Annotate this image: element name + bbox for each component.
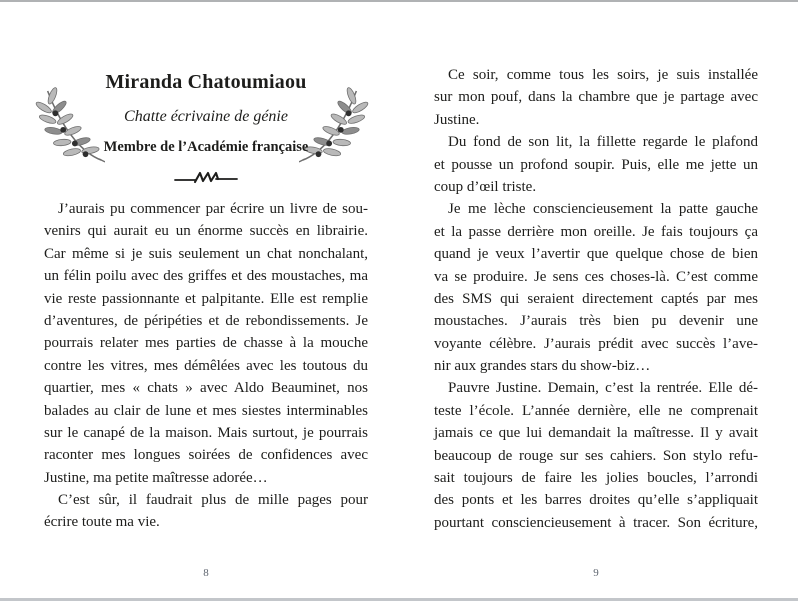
text-line: venirs qui aurait eu un énorme succès en librairie. bbox=[44, 223, 368, 240]
text-line: un félin poilu avec des griffes et des moustaches, ma bbox=[44, 268, 368, 285]
right-page bbox=[434, 0, 758, 601]
text-line: raconter mes longues soirées de confidences avec bbox=[44, 447, 368, 464]
text-line: vie reste passionnante et palpitante. Elle est remplie bbox=[44, 290, 368, 307]
text-line: contre les vitres, mes démêlées avec les toutous du bbox=[44, 357, 368, 374]
text-line: Pauvre Justine. Demain, c’est la rentrée. Elle dé- bbox=[448, 380, 758, 397]
text-line: balades au clair de lune et mes siestes interminables bbox=[44, 402, 368, 419]
text-line: sait toujours de faire les jolies boucles, l’arrondi bbox=[434, 470, 758, 487]
left-page-body bbox=[44, 198, 368, 534]
text-line: teste l’école. L’année dernière, elle ne comprenait bbox=[434, 402, 758, 419]
author-affiliation: Membre de l’Académie française bbox=[103, 139, 309, 155]
text-line: quand je veux l’avertir que quelque chose de bien bbox=[434, 246, 758, 263]
author-subtitle: Chatte écrivaine de génie bbox=[124, 108, 288, 125]
text-line: quartier, mes « chats » avec Aldo Beauminet, nos bbox=[44, 380, 368, 397]
author-name: Miranda Chatoumiaou bbox=[105, 71, 307, 93]
text-line: J’aurais pu commencer par écrire un livre de sou- bbox=[58, 201, 368, 217]
text-line: d’aventures, de péripéties et de rebondissements. Je bbox=[44, 312, 368, 329]
text-line: des SMS qui seraient directement captés par mes bbox=[434, 290, 758, 307]
right-page-body bbox=[434, 64, 758, 534]
rope-knot-divider-icon bbox=[174, 169, 238, 187]
text-line: et pousse un profond soupir. Puis, elle me jette un bbox=[434, 156, 758, 173]
text-line: voyante célèbre. J’aurais prédit avec succès l’ave- bbox=[434, 335, 758, 352]
left-page bbox=[44, 0, 368, 601]
text-line: pourtant consciencieusement à tracer. Son écriture, bbox=[434, 514, 758, 531]
page-number: 9 bbox=[593, 567, 599, 579]
text-line: sur mon pouf, dans la chambre que je partage avec bbox=[434, 89, 758, 106]
text-line: beaucoup de rouge sur ses cahiers. Son stylo refu- bbox=[434, 447, 758, 464]
text-line: Je me lèche consciencieusement la patte gauche bbox=[448, 201, 758, 218]
text-line: C’est sûr, il faudrait plus de mille pages pour bbox=[58, 492, 368, 509]
text-line: des ponts et les barres droites qu’elle s’appliquait bbox=[434, 492, 758, 509]
text-line: écrire toute ma vie. bbox=[44, 514, 160, 531]
text-line: jamais ce que lui demandait la maîtresse. Il y avait bbox=[434, 425, 758, 442]
text-line: Ce soir, comme tous les soirs, je suis installée bbox=[448, 67, 758, 83]
text-line: moustaches. J’aurais très bien pu devenir une bbox=[434, 313, 758, 330]
text-line: et la passe derrière mon oreille. Je fais toujours ça bbox=[434, 223, 758, 240]
text-line: coup d’œil triste. bbox=[434, 178, 537, 195]
text-line: sur le canapé de la maison. Mais surtout, je pourrais bbox=[44, 424, 368, 441]
text-line: va se produire. Je sens ces choses-là. C’est comme bbox=[434, 268, 758, 285]
text-line: nir aux grandes stars du show-biz… bbox=[434, 358, 651, 375]
page-number: 8 bbox=[203, 567, 209, 579]
text-line: Justine. bbox=[434, 111, 480, 128]
text-line: pourrais relater mes parties de chasse à la mouche bbox=[44, 335, 368, 352]
text-line: Du fond de son lit, la fillette regarde le plafond bbox=[448, 134, 758, 151]
text-line: Justine, ma petite maîtresse adorée… bbox=[44, 469, 268, 486]
text-line: Car même si je suis seulement un chat nonchalant, bbox=[44, 245, 368, 262]
